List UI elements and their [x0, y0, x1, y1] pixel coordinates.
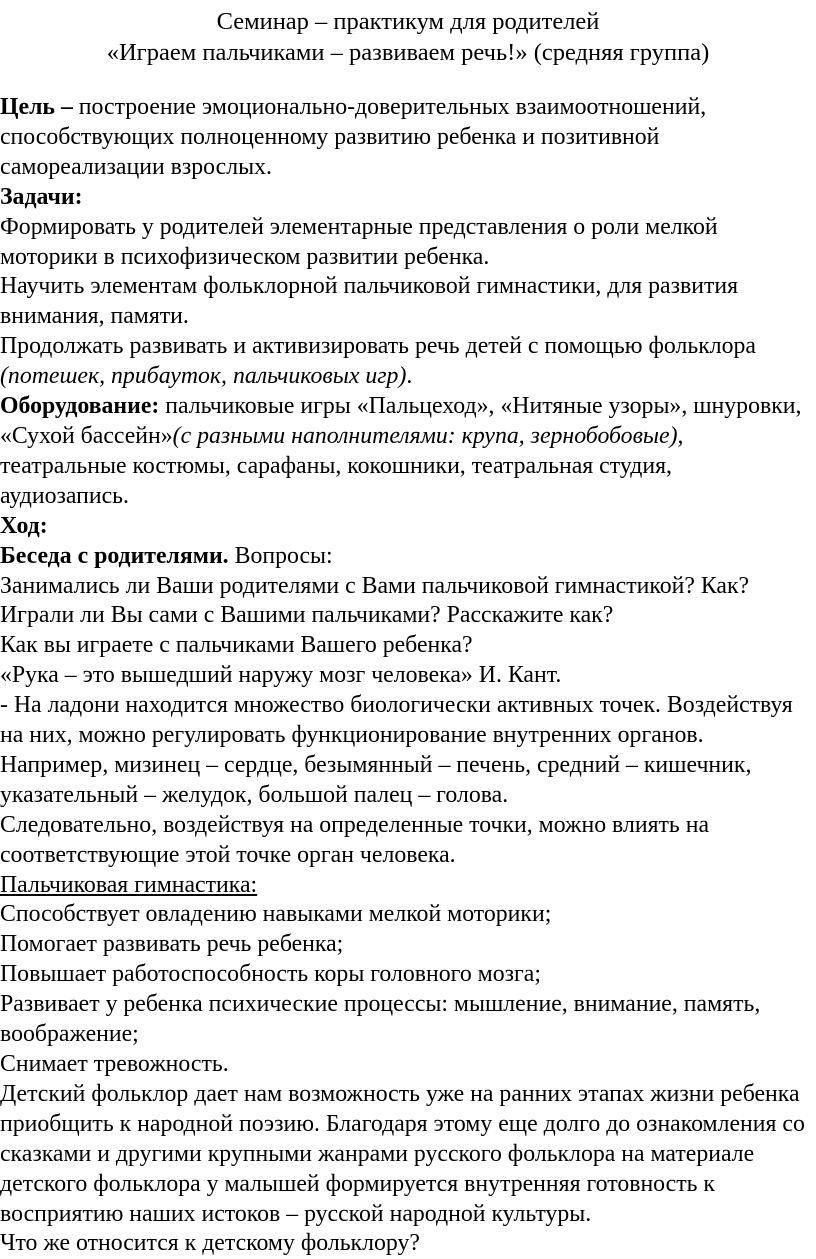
equipment-paragraph — [0, 392, 805, 512]
document-body — [0, 93, 805, 1259]
question-line: Играли ли Вы сами с Вашими пальчиками? Расскажите как? — [0, 602, 614, 629]
task-3-text: Продолжать развивать и активизировать речь детей с помощью фольклора — [0, 333, 756, 360]
task-item: Научить элементам фольклорной пальчиковой гимнастики, для развития внимания, памяти. — [0, 273, 739, 330]
tasks-heading — [0, 183, 805, 213]
gym-heading-text: Пальчиковая гимнастика: — [0, 871, 258, 898]
talk-paragraph — [0, 542, 805, 572]
question-line: Занимались ли Ваши родителями с Вами пальчиковой гимнастикой? Как? — [0, 572, 750, 599]
title-line-1: Семинар – практикум для родителей — [216, 8, 600, 35]
goal-label: Цель – — [0, 94, 73, 120]
palm-points-paragraph: - На ладони находится множество биологически активных точек. Воздействуя на них, можно регулировать функционирование внутренних органов. Например, мизинец – сердце, безымянный – печень, средний – кишечник, указательный – желудок, большой палец – голова. — [0, 692, 793, 808]
gym-item: Помогает развивать речь ребенка; — [0, 931, 344, 958]
equipment-italic: (с разными наполнителями: крупа, зернобобовые) — [172, 422, 678, 449]
task-item: Формировать у родителей элементарные представления о роли мелкой моторики в психофизическом развитии ребенка. — [0, 213, 718, 270]
document-title — [0, 0, 816, 68]
task-item — [0, 332, 805, 392]
task-3-italic: (потешек, прибауток, пальчиковых игр) — [0, 363, 407, 390]
talk-label: Беседа с родителями. — [0, 542, 229, 569]
equipment-text-2: , театральные костюмы, сарафаны, кокошники, театральная студия, аудиозапись. — [0, 422, 684, 509]
task-3-end: . — [406, 363, 413, 390]
talk-text: Вопросы: — [228, 542, 333, 569]
equipment-text-1: пальчиковые игры «Пальцеход», «Нитяные узоры», шнуровки, «Сухой бассейн» — [0, 393, 802, 449]
gym-item: Развивает у ребенка психические процессы: мышление, внимание, память, воображение; — [0, 991, 761, 1048]
final-question: Что же относится к детскому фольклору? — [0, 1230, 420, 1257]
equipment-label: Оборудование: — [0, 393, 160, 420]
gym-item: Способствует овладению навыками мелкой моторики; — [0, 901, 552, 928]
gym-item: Снимает тревожность. — [0, 1051, 229, 1077]
course-heading — [0, 512, 805, 542]
quote-line: «Рука – это вышедший наружу мозг человека» И. Кант. — [0, 662, 562, 689]
question-line: Как вы играете с пальчиками Вашего ребенка? — [0, 632, 473, 659]
gym-item: Повышает работоспособность коры головного мозга; — [0, 961, 541, 988]
folklore-paragraph: Детский фольклор дает нам возможность уже на ранних этапах жизни ребенка приобщить к народной поэзию. Благодаря этому еще долго до ознакомления со сказками и другими крупными жанрами русского фольклора на материале детского фольклора у малышей формируется внутренняя готовность к восприятию наших истоков – русской народной культуры. — [0, 1080, 805, 1227]
conclusion-paragraph: Следовательно, воздействуя на определенные точки, можно влиять на соответствующие этой точке орган человека. — [0, 811, 710, 868]
gym-heading — [0, 871, 805, 901]
tasks-label: Задачи: — [0, 183, 83, 210]
goal-text: построение эмоционально-доверительных взаимоотношений, способствующих полноценному развитию ребенка и позитивной самореализации взрослых. — [0, 94, 707, 180]
goal-paragraph — [0, 93, 805, 183]
course-label: Ход: — [0, 512, 48, 539]
title-line-2: «Играем пальчиками – развиваем речь!» (средняя группа) — [106, 39, 710, 66]
